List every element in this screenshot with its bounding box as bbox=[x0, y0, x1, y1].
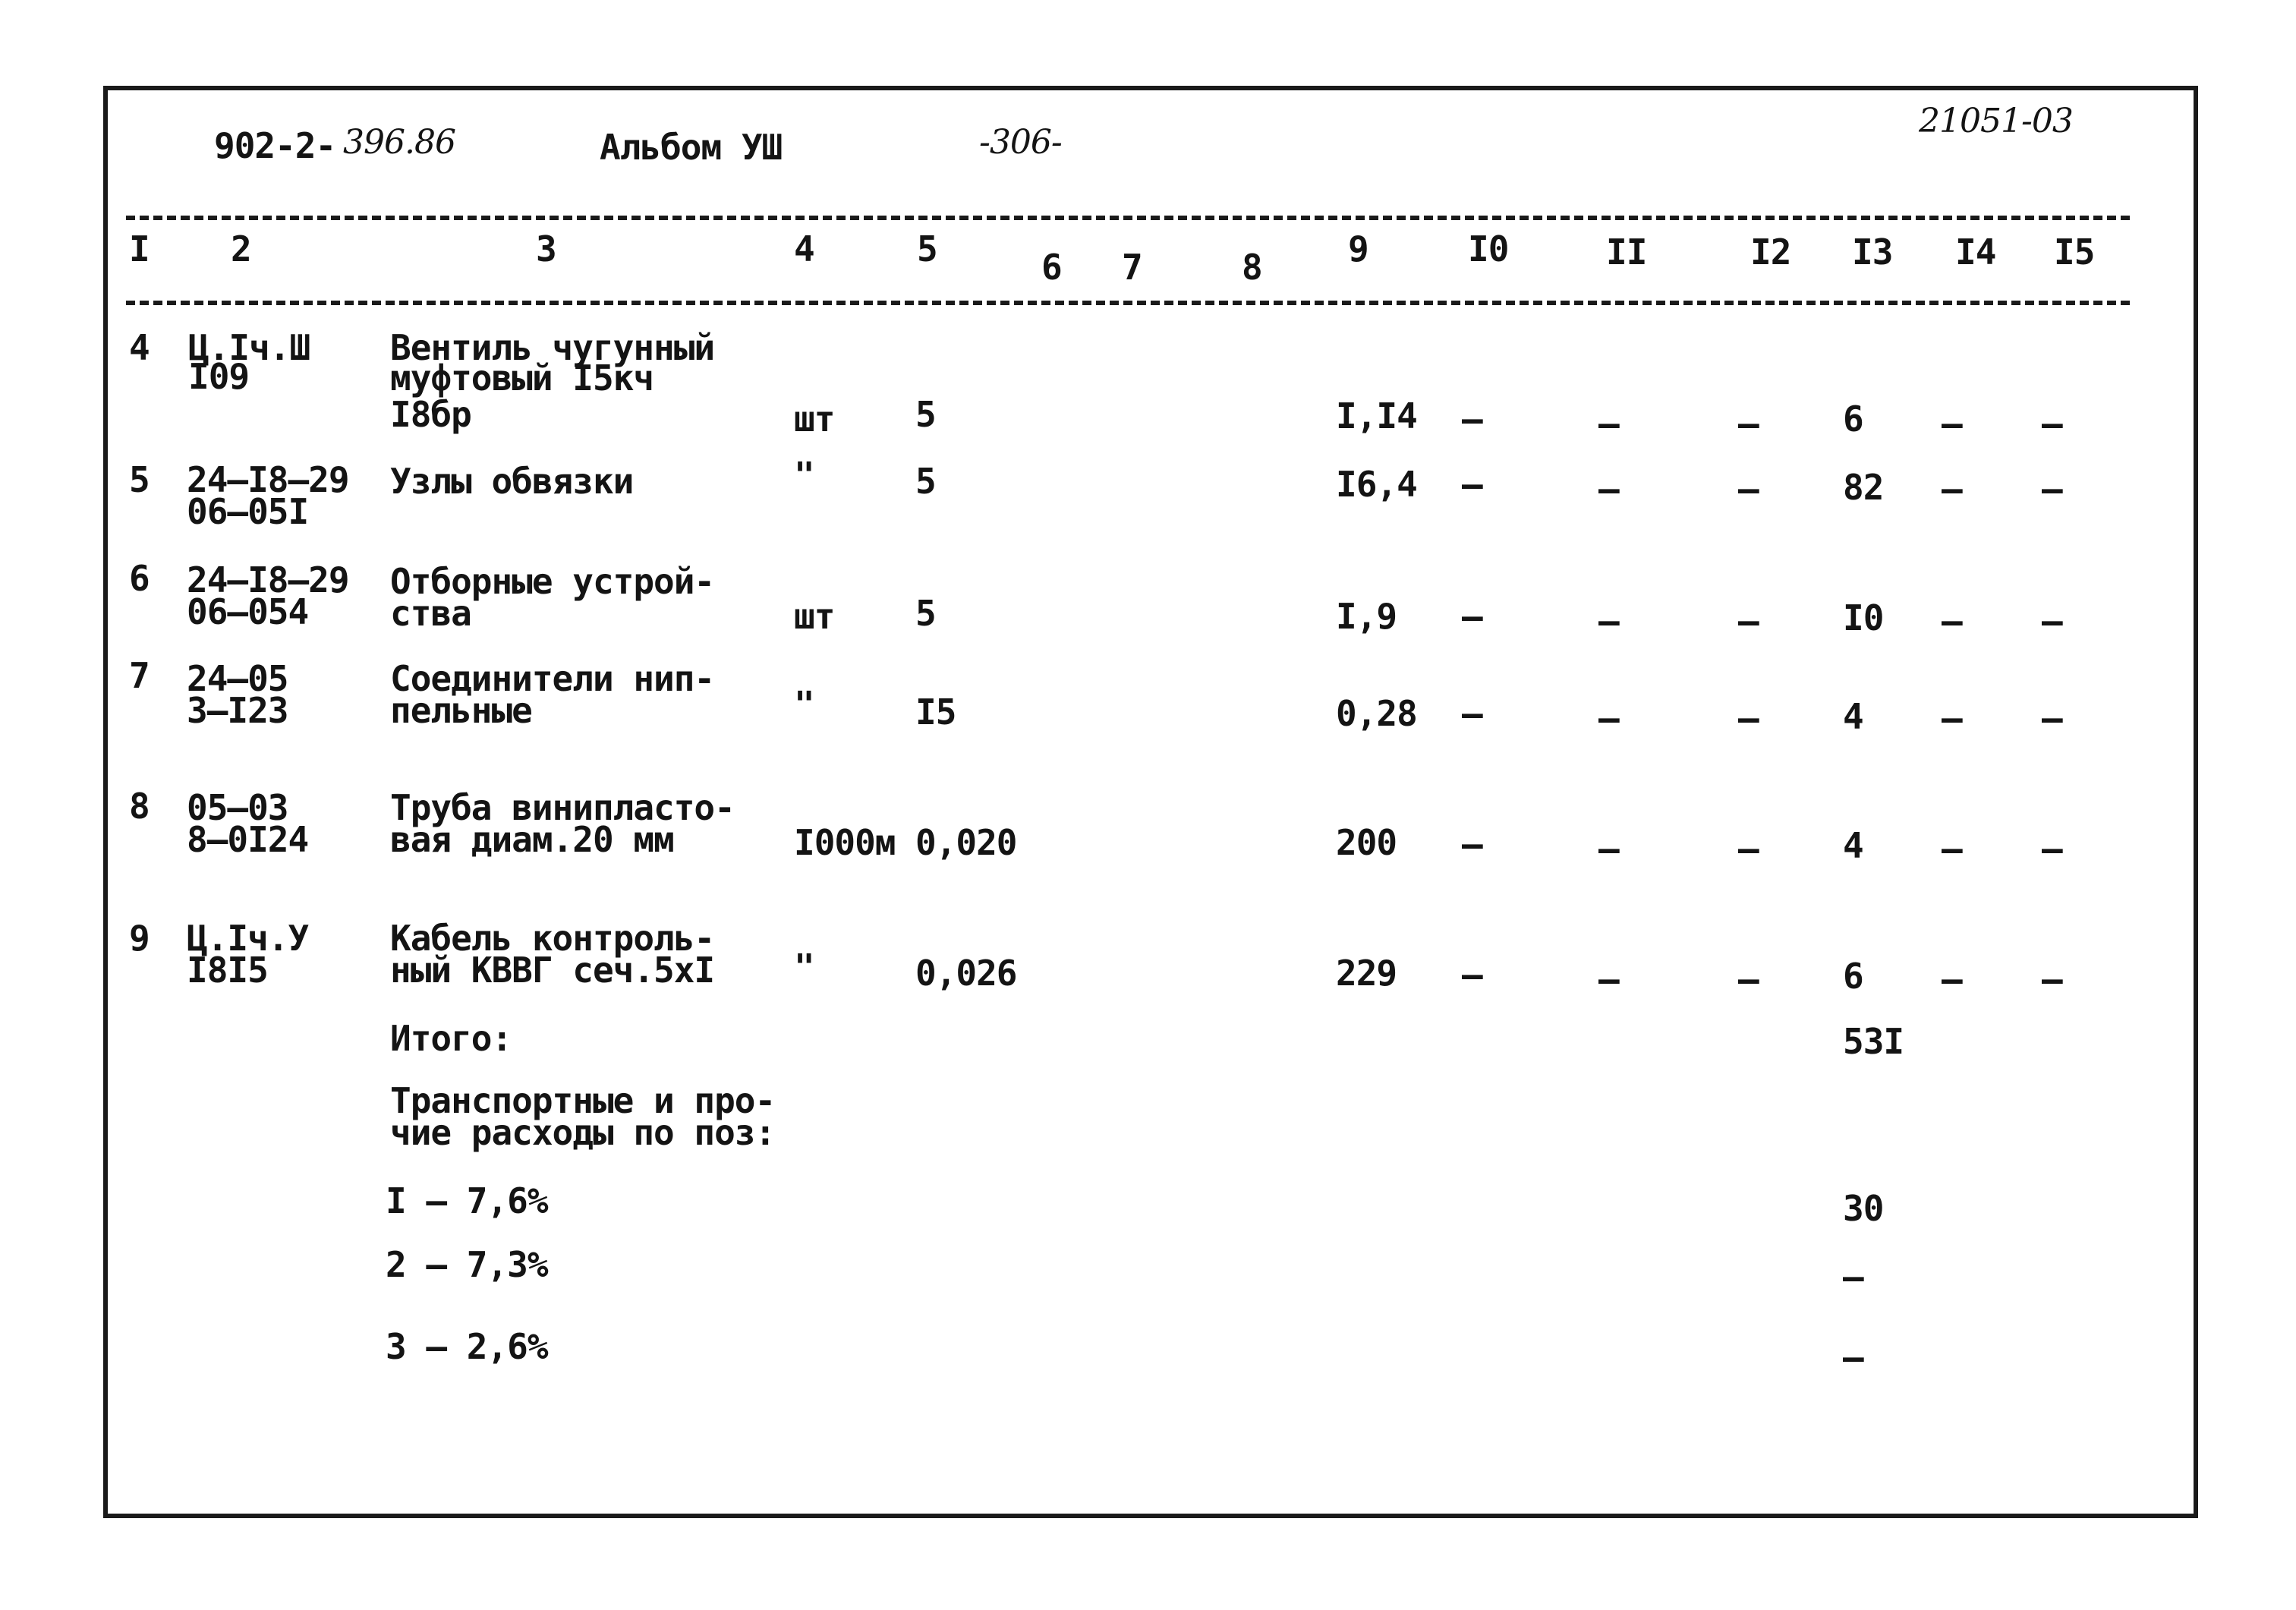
transport-item-label: I – 7,6% bbox=[386, 1180, 548, 1221]
row-unit: " bbox=[794, 684, 814, 725]
doc-code-handwritten: 396.86 bbox=[343, 123, 455, 162]
row-col10: – bbox=[1462, 693, 1482, 734]
col-num-13: I3 bbox=[1852, 232, 1893, 273]
header-bottom-rule bbox=[126, 301, 2130, 305]
col-num-14: I4 bbox=[1955, 232, 1996, 273]
row-unit: " bbox=[794, 947, 814, 988]
row-name-line: Отборные устрой- bbox=[390, 561, 715, 602]
row-col13: 6 bbox=[1843, 956, 1863, 997]
row-col11: – bbox=[1598, 600, 1619, 641]
row-col15: – bbox=[2042, 828, 2062, 869]
transport-item-value: – bbox=[1843, 1256, 1863, 1297]
row-col13: 4 bbox=[1843, 696, 1863, 737]
row-code-line: Ц.Iч.У bbox=[187, 918, 309, 959]
row-col15: – bbox=[2042, 403, 2062, 444]
row-col9: I6,4 bbox=[1336, 464, 1417, 505]
transport-item-label: 3 – 2,6% bbox=[386, 1326, 548, 1367]
col-num-9: 9 bbox=[1348, 228, 1368, 269]
page-number: -306- bbox=[979, 123, 1062, 162]
transport-item-label: 2 – 7,3% bbox=[386, 1244, 548, 1285]
col-num-11: II bbox=[1606, 232, 1647, 273]
row-col15: – bbox=[2042, 600, 2062, 641]
row-col9: 0,28 bbox=[1336, 693, 1417, 734]
row-name-line: вая диам.20 мм bbox=[390, 819, 674, 860]
row-col12: – bbox=[1738, 600, 1759, 641]
row-col9: 229 bbox=[1336, 953, 1397, 994]
row-unit: шт bbox=[794, 399, 835, 440]
row-code-line: 24–I8–29 bbox=[187, 559, 349, 600]
col-num-6: 6 bbox=[1041, 247, 1062, 288]
row-position: 9 bbox=[129, 918, 150, 959]
col-num-2: 2 bbox=[231, 228, 251, 269]
row-col15: – bbox=[2042, 468, 2062, 509]
transport-label-line: Транспортные и про- bbox=[390, 1080, 776, 1121]
row-code-line: 8–0I24 bbox=[187, 819, 309, 860]
row-col12: – bbox=[1738, 468, 1759, 509]
col-num-1: I bbox=[129, 228, 150, 269]
transport-item-value: 30 bbox=[1843, 1188, 1884, 1229]
row-col14: – bbox=[1942, 959, 1962, 1000]
row-qty: 0,020 bbox=[915, 822, 1017, 863]
row-code-line: I09 bbox=[188, 356, 250, 397]
row-col12: – bbox=[1738, 403, 1759, 444]
row-col14: – bbox=[1942, 403, 1962, 444]
row-position: 5 bbox=[129, 459, 150, 500]
row-col14: – bbox=[1942, 600, 1962, 641]
total-label: Итого: bbox=[390, 1018, 512, 1059]
row-col11: – bbox=[1598, 468, 1619, 509]
col-num-5: 5 bbox=[917, 228, 937, 269]
row-col13: 6 bbox=[1843, 399, 1863, 440]
row-unit: " bbox=[794, 455, 814, 496]
doc-code: 902-2- bbox=[214, 125, 336, 166]
col-num-4: 4 bbox=[794, 228, 814, 269]
row-col9: 200 bbox=[1336, 822, 1397, 863]
row-code-line: 24–05 bbox=[187, 658, 288, 699]
row-code-line: I8I5 bbox=[187, 950, 268, 991]
album-label: Альбом УШ bbox=[600, 127, 783, 168]
row-col9: I,I4 bbox=[1336, 395, 1417, 436]
row-name-line: Кабель контроль- bbox=[390, 918, 715, 959]
total-value: 53I bbox=[1843, 1021, 1904, 1062]
row-code-line: 24–I8–29 bbox=[187, 459, 349, 500]
row-position: 4 bbox=[129, 327, 150, 368]
row-code-line: 06–05I bbox=[187, 491, 309, 532]
row-col12: – bbox=[1738, 698, 1759, 739]
row-col13: 82 bbox=[1843, 467, 1884, 508]
row-name-line: Узлы обвязки bbox=[390, 461, 634, 502]
row-col12: – bbox=[1738, 828, 1759, 869]
col-num-10: I0 bbox=[1468, 228, 1509, 269]
row-name-line: Соединители нип- bbox=[390, 658, 715, 699]
row-col13: I0 bbox=[1843, 597, 1884, 638]
row-col11: – bbox=[1598, 403, 1619, 444]
row-col10: – bbox=[1462, 464, 1482, 505]
row-col14: – bbox=[1942, 828, 1962, 869]
row-col11: – bbox=[1598, 698, 1619, 739]
row-qty: 5 bbox=[915, 394, 936, 435]
col-num-7: 7 bbox=[1122, 247, 1142, 288]
row-code-line: Ц.Iч.Ш bbox=[188, 327, 310, 368]
row-code-line: 05–03 bbox=[187, 787, 288, 828]
row-name-line: пельные bbox=[390, 690, 532, 731]
row-col14: – bbox=[1942, 468, 1962, 509]
row-position: 7 bbox=[129, 655, 150, 696]
row-name-line: Вентиль чугунный bbox=[390, 327, 715, 368]
row-code-line: 06–054 bbox=[187, 591, 309, 632]
row-position: 8 bbox=[129, 786, 150, 827]
row-col15: – bbox=[2042, 698, 2062, 739]
row-unit: I000м bbox=[794, 822, 896, 863]
row-name-line: ный КВВГ сеч.5хI bbox=[390, 950, 715, 991]
row-unit: шт bbox=[794, 596, 835, 637]
row-col15: – bbox=[2042, 959, 2062, 1000]
transport-label-line: чие расходы по поз: bbox=[390, 1112, 776, 1153]
row-name-line: ства bbox=[390, 593, 471, 634]
row-position: 6 bbox=[129, 558, 150, 599]
doc-reference: 21051-03 bbox=[1919, 102, 2073, 140]
row-qty: 5 bbox=[915, 461, 936, 502]
col-num-3: 3 bbox=[536, 228, 556, 269]
row-code-line: 3–I23 bbox=[187, 690, 288, 731]
row-name-line: муфтовый I5кч bbox=[390, 358, 654, 399]
header-top-rule bbox=[126, 216, 2130, 220]
row-col10: – bbox=[1462, 596, 1482, 637]
row-name-line: Труба винипласто- bbox=[390, 787, 735, 828]
row-col10: – bbox=[1462, 399, 1482, 440]
row-qty: 5 bbox=[915, 593, 936, 634]
row-col9: I,9 bbox=[1336, 596, 1397, 637]
row-name-line: I8бр bbox=[390, 394, 471, 435]
row-col13: 4 bbox=[1843, 825, 1863, 866]
row-col12: – bbox=[1738, 959, 1759, 1000]
transport-item-value: – bbox=[1843, 1337, 1863, 1378]
col-num-8: 8 bbox=[1242, 247, 1262, 288]
col-num-15: I5 bbox=[2054, 232, 2095, 273]
row-col10: – bbox=[1462, 824, 1482, 865]
row-qty: 0,026 bbox=[915, 953, 1017, 994]
row-col11: – bbox=[1598, 959, 1619, 1000]
row-col10: – bbox=[1462, 954, 1482, 995]
col-num-12: I2 bbox=[1750, 232, 1791, 273]
row-col14: – bbox=[1942, 698, 1962, 739]
row-qty: I5 bbox=[915, 692, 956, 733]
row-col11: – bbox=[1598, 828, 1619, 869]
